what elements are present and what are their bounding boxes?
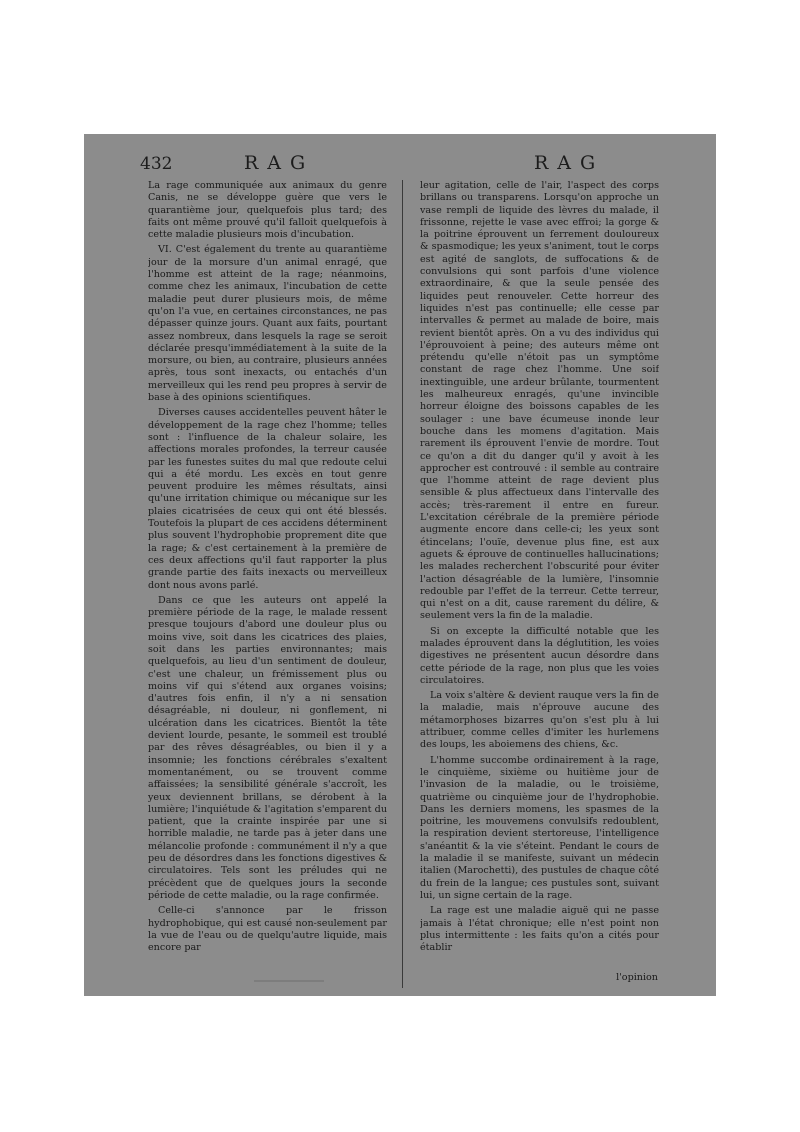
paragraph: La rage communiquée aux animaux du genre Canis, ne se développe guère que vers le quarantième jour, quelquefois plus tard; des faits ont même prouvé qu'il falloit quelquefois à cette maladie plusieurs mois d'incubation. <box>148 180 387 241</box>
ink-smudge <box>254 980 324 982</box>
catchword: l'opinion <box>616 972 658 983</box>
paragraph: VI. C'est également du trente au quarantième jour de la morsure d'un animal enragé, que l'homme est atteint de la rage; néanmoins, comme chez les animaux, l'incubation de cette maladie peut durer plusieurs mois, de même qu'on l'a vue, en certaines circonstances, ne pas dépasser quinze jours. Quant aux faits, pourtant assez nombreux, dans lesquels la rage se seroit déclarée presqu'immédiatement à la suite de la morsure, ou bien, au contraire, plusieurs années après, tous sont inexacts, ou entachés d'un merveilleux qui les rend peu propres à servir de base à des opinions scientifiques. <box>148 244 387 404</box>
column-divider <box>402 180 403 988</box>
paragraph: La voix s'altère & devient rauque vers la fin de la maladie, mais n'éprouve aucune des métamorphoses bizarres qu'on s'est plu à lui attribuer, comme celles d'imiter les hurlemens des loups, les aboiemens des chiens, &c. <box>420 690 659 751</box>
left-column <box>148 180 387 988</box>
paragraph: Si on excepte la difficulté notable que les malades éprouvent dans la déglutition, les voies digestives ne présentent aucun désordre dans cette période de la rage, non plus que les voies circulatoires. <box>420 625 659 686</box>
running-header <box>84 152 716 180</box>
paragraph: L'homme succombe ordinairement à la rage, le cinquième, sixième ou huitième jour de l'invasion de la maladie, ou le troisième, quatrième ou cinquième jour de l'hydrophobie. Dans les derniers momens, les spasmes de la poitrine, les mouvemens convulsifs redoublent, la respiration devient stertoreuse, l'intelligence s'anéantit & la vie s'éteint. Pendant le cours de la maladie il se manifeste, suivant un médecin italien (Marochetti), des pustules de chaque côté du frein de la langue; ces pustules sont, suivant lui, un signe certain de la rage. <box>420 754 659 901</box>
page-number: 432 <box>140 154 173 174</box>
paragraph: leur agitation, celle de l'air, l'aspect des corps brillans ou transparens. Lorsqu'on approche un vase rempli de liquide des lèvres du malade, il frissonne, rejette le vase avec effroi; la gorge & la poitrine éprouvent un ferrement douloureux & spasmodique; les yeux s'animent, tout le corps est agité de sanglots, de suffocations & de convulsions qui sont parfois d'une violence extraordinaire, & que la seule pensée des liquides peut renouveler. Cette horreur des liquides n'est pas continuelle; elle cesse par intervalles & permet au malade de boire, mais revient bientôt après. On a vu des individus qui l'éprouvoient à peine; des auteurs même ont prétendu qu'elle n'étoit pas un symptôme constant de rage chez l'homme. Une soif inextinguible, une ardeur brûlante, tourmentent les malheureux enragés, qu'une invincible horreur éloigne des boissons capables de les soulager : une bave écumeuse inonde leur bouche dans les momens d'agitation. Mais rarement ils éprouvent l'envie de mordre. Tout ce qu'on a dit du danger qu'il y avoit à les approcher est controuvé : il semble au contraire que l'homme atteint de rage devient plus sensible & plus affectueux dans l'intervalle des accès; très-rarement il entre en fureur. L'excitation cérébrale de la première période augmente encore dans celle-ci; les yeux sont étincelans; l'ouïe, devenue plus fine, est aux aguets & éprouve de continuelles hallucinations; les malades recherchent l'obscurité pour éviter l'action désagréable de la lumière, l'insomnie redouble par l'effet de la terreur. Cette terreur, qui n'est on a dit, cause rarement du délire, & seulement vers la fin de la maladie. <box>420 180 659 622</box>
right-column <box>420 180 659 988</box>
paragraph: Dans ce que les auteurs ont appelé la première période de la rage, le malade ressent presque toujours d'abord une douleur plus ou moins vive, soit dans les cicatrices des plaies, soit dans les parties environnantes; mais quelquefois, au lieu d'un sentiment de douleur, c'est une chaleur, un frémissement plus ou moins vif qui s'étend aux organes voisins; d'autres fois enfin, il n'y a ni sensation désagréable, ni douleur, ni gonflement, ni ulcération dans les cicatrices. Bientôt la tête devient lourde, pesante, le sommeil est troublé par des rêves désagréables, ou bien il y a insomnie; les fonctions cérébrales s'exaltent momentanément, ou se trouvent comme affaissées; la sensibilité générale s'accroît, les yeux deviennent brillans, se dérobent à la lumière; l'inquiétude & l'agitation s'emparent du patient, que la crainte inspirée par une si horrible maladie, ne tarde pas à jeter dans une mélancolie profonde : communément il n'y a que peu de désordres dans les fonctions digestives & circulatoires. Tels sont les préludes qui ne précèdent que de quelques jours la seconde période de cette maladie, ou la rage confirmée. <box>148 594 387 901</box>
running-title-left: RAG <box>244 152 315 174</box>
scanned-page <box>84 134 716 996</box>
paragraph: Diverses causes accidentelles peuvent hâter le développement de la rage chez l'homme; telles sont : l'influence de la chaleur solaire, les affections morales profondes, la terreur causée par les funestes suites du mal que redoute celui qui a été mordu. Les excès en tout genre peuvent produire les mêmes résultats, ainsi qu'une irritation chimique ou mécanique sur les plaies cicatrisées de ceux qui ont été blessés. Toutefois la plupart de ces accidens déterminent plus souvent l'hydrophobie proprement dite que la rage; & c'est certainement à la première de ces deux affections qu'il faut rapporter la plus grande partie des faits inexacts ou merveilleux dont nous avons parlé. <box>148 407 387 591</box>
running-title-right: RAG <box>534 152 605 174</box>
paragraph: Celle-ci s'annonce par le frisson hydrophobique, qui est causé non-seulement par la vue de l'eau ou de quelqu'autre liquide, mais encore par <box>148 905 387 954</box>
paragraph: La rage est une maladie aiguë qui ne passe jamais à l'état chronique; elle n'est point non plus intermittente : les faits qu'on a cités pour établir <box>420 905 659 954</box>
